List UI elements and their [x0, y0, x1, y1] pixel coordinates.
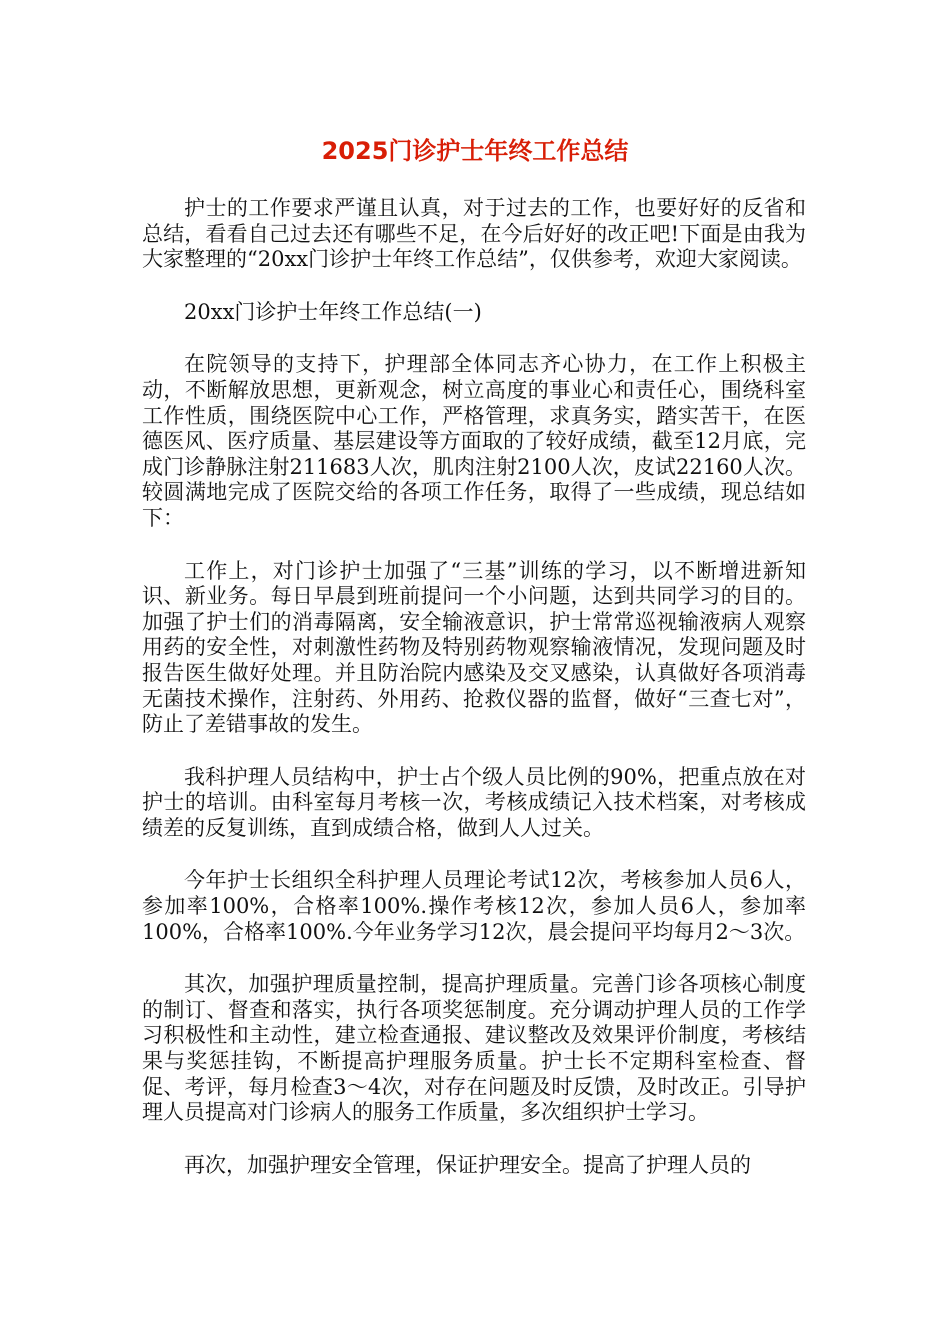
body-paragraph-1: 在院领导的支持下，护理部全体同志齐心协力，在工作上积极主动，不断解放思想，更新观念，树立高度的事业心和责任心，围绕科室工作性质，围绕医院中心工作，严格管理，求真务实，踏实苦干，在医德医风、医疗质量、基层建设等方面取的了较好成绩，截至12月底，完成门诊静脉注射211683人次，肌肉注射2100人次，皮试22160人次。较圆满地完成了医院交给的各项工作任务，取得了一些成绩，现总结如下：: [142, 352, 806, 530]
body-paragraph-6: 再次，加强护理安全管理，保证护理安全。提高了护理人员的: [184, 1152, 751, 1177]
body-paragraph-5: 其次，加强护理质量控制，提高护理质量。完善门诊各项核心制度的制订、督查和落实，执行各项奖惩制度。充分调动护理人员的工作学习积极性和主动性，建立检查通报、建议整改及效果评价制度，考核结果与奖惩挂钩，不断提高护理服务质量。护士长不定期科室检查、督促、考评，每月检查3～4次，对存在问题及时反馈，及时改正。引导护理人员提高对门诊病人的服务工作质量，多次组织护士学习。: [142, 972, 806, 1125]
body-paragraph-3: 我科护理人员结构中，护士占个级人员比例的90%，把重点放在对护士的培训。由科室每月考核一次，考核成绩记入技术档案，对考核成绩差的反复训练，直到成绩合格，做到人人过关。: [142, 764, 806, 840]
body-paragraph-2: 工作上，对门诊护士加强了“三基”训练的学习，以不断增进新知识、新业务。每日早晨到班前提问一个小问题，达到共同学习的目的。加强了护士们的消毒隔离，安全输液意识，护士常常巡视输液病人观察用药的安全性，对刺激性药物及特别药物观察输液情况，发现问题及时报告医生做好处理。并且防治院内感染及交叉感染，认真做好各项消毒无菌技术操作，注射药、外用药、抢救仪器的监督，做好“三查七对”，防止了差错事故的发生。: [142, 558, 806, 737]
section-heading: 20xx门诊护士年终工作总结(一): [184, 299, 482, 324]
document-title: 2025门诊护士年终工作总结: [321, 137, 629, 165]
document-body: [142, 196, 806, 1205]
intro-paragraph: 护士的工作要求严谨且认真，对于过去的工作，也要好好的反省和总结，看看自己过去还有哪些不足，在今后好好的改正吧!下面是由我为大家整理的“20xx门诊护士年终工作总结”，仅供参考，欢迎大家阅读。: [142, 196, 806, 272]
body-paragraph-4: 今年护士长组织全科护理人员理论考试12次，考核参加人员6人，参加率100%，合格率100%.操作考核12次，参加人员6人，参加率100%，合格率100%.今年业务学习12次，晨会提问平均每月2～3次。: [142, 868, 806, 944]
